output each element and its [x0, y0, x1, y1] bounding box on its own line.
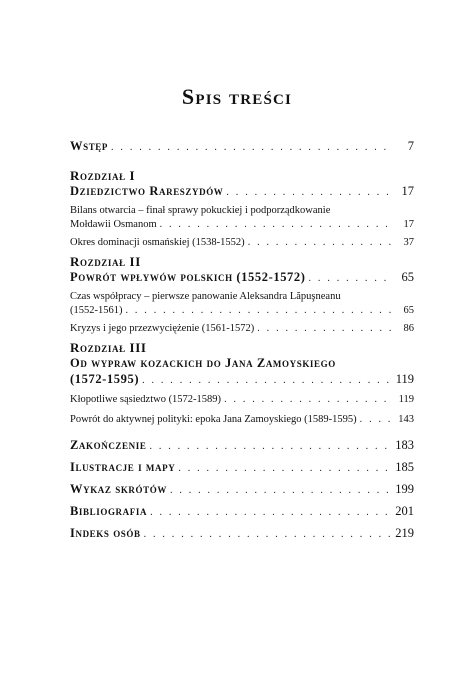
page-number: 17: [403, 219, 414, 230]
toc-entry-abbreviations[interactable]: [70, 481, 414, 499]
toc-entry-index[interactable]: [70, 525, 414, 543]
dot-leader: [257, 322, 391, 336]
entry-label: Zakończenie: [70, 438, 147, 452]
page-number: 185: [395, 460, 414, 474]
toc-entry-bibliography[interactable]: [70, 503, 414, 521]
page-number: 143: [398, 414, 414, 425]
toc-entry-intro[interactable]: [70, 138, 414, 156]
page-number: 199: [395, 482, 414, 496]
page-number: 119: [398, 394, 414, 405]
dot-leader: [149, 439, 391, 455]
dot-leader: [178, 461, 391, 477]
toc-entry-section[interactable]: [70, 413, 414, 427]
dot-leader: [144, 527, 391, 543]
entry-label: Kłopotliwe sąsiedztwo (1572-1589): [70, 394, 222, 405]
entry-label-line1: Czas współpracy – pierwsze panowanie Aleksandra Lăpuşneanu: [70, 291, 341, 302]
page-number: 37: [403, 237, 414, 248]
entry-label: Wstęp: [70, 139, 109, 153]
entry-label: Powrót wpływów polskich (1552-1572): [70, 270, 306, 284]
entry-label: Powrót do aktywnej polityki: epoka Jana Zamoyskiego (1589-1595): [70, 414, 357, 425]
chapter-heading: Rozdział II: [70, 254, 141, 269]
entry-label-line2: (1572-1595): [70, 372, 140, 386]
entry-label-line2: Mołdawii Osmanom: [70, 219, 157, 230]
dot-leader: [170, 483, 391, 499]
page-number: 65: [403, 305, 414, 316]
entry-label-line1: Bilans otwarcia – finał sprawy pokuckiej i podporządkowanie: [70, 205, 331, 216]
toc-entry-chapter-title[interactable]: [70, 355, 414, 389]
entry-label: Wykaz skrótów: [70, 482, 167, 496]
toc-entry-section[interactable]: [70, 204, 414, 232]
page-number: 119: [395, 372, 414, 386]
dot-leader: [226, 185, 391, 201]
page-title: Spis treści: [181, 84, 293, 109]
dot-leader: [160, 218, 391, 232]
page-number: 183: [395, 438, 414, 452]
entry-label-line1: Od wypraw kozackich do Jana Zamoyskiego: [70, 356, 336, 370]
dot-leader: [309, 271, 391, 287]
chapter-heading: Rozdział III: [70, 340, 147, 355]
chapter-heading: Rozdział I: [70, 168, 136, 183]
page-number: 86: [403, 323, 414, 334]
toc-entry-chapter-title[interactable]: [70, 183, 414, 201]
entry-label: Ilustracje i mapy: [70, 460, 176, 474]
toc-chapter-2: [70, 254, 414, 336]
entry-label: Bibliografia: [70, 504, 148, 518]
toc-entry-conclusion[interactable]: [70, 437, 414, 455]
page-number: 17: [401, 184, 414, 198]
dot-leader: [150, 505, 391, 521]
page-number: 219: [395, 526, 414, 540]
entry-label-line2: (1552-1561): [70, 305, 123, 316]
dot-leader: [111, 140, 391, 156]
page-number: 201: [395, 504, 414, 518]
toc-entry-section[interactable]: [70, 322, 414, 336]
entry-label: Kryzys i jego przezwyciężenie (1561-1572): [70, 323, 255, 334]
entry-label: Indeks osób: [70, 526, 141, 540]
page-number: 65: [401, 270, 414, 284]
entry-label: Dziedzictwo Rareszydów: [70, 184, 224, 198]
dot-leader: [142, 373, 391, 389]
dot-leader: [126, 304, 392, 318]
toc-entry-chapter-title[interactable]: [70, 269, 414, 287]
toc-back-matter: [70, 437, 414, 543]
toc-entry-illustrations[interactable]: [70, 459, 414, 477]
toc-entry-section[interactable]: [70, 393, 414, 407]
toc-entry-section[interactable]: [70, 236, 414, 250]
entry-label: Okres dominacji osmańskiej (1538-1552): [70, 237, 245, 248]
toc-entry-section[interactable]: [70, 290, 414, 318]
dot-leader: [248, 236, 391, 250]
toc-chapter-3: [70, 340, 414, 427]
dot-leader: [224, 393, 391, 407]
page-number: 7: [407, 139, 414, 153]
toc-chapter-1: [70, 168, 414, 250]
dot-leader: [360, 413, 391, 427]
